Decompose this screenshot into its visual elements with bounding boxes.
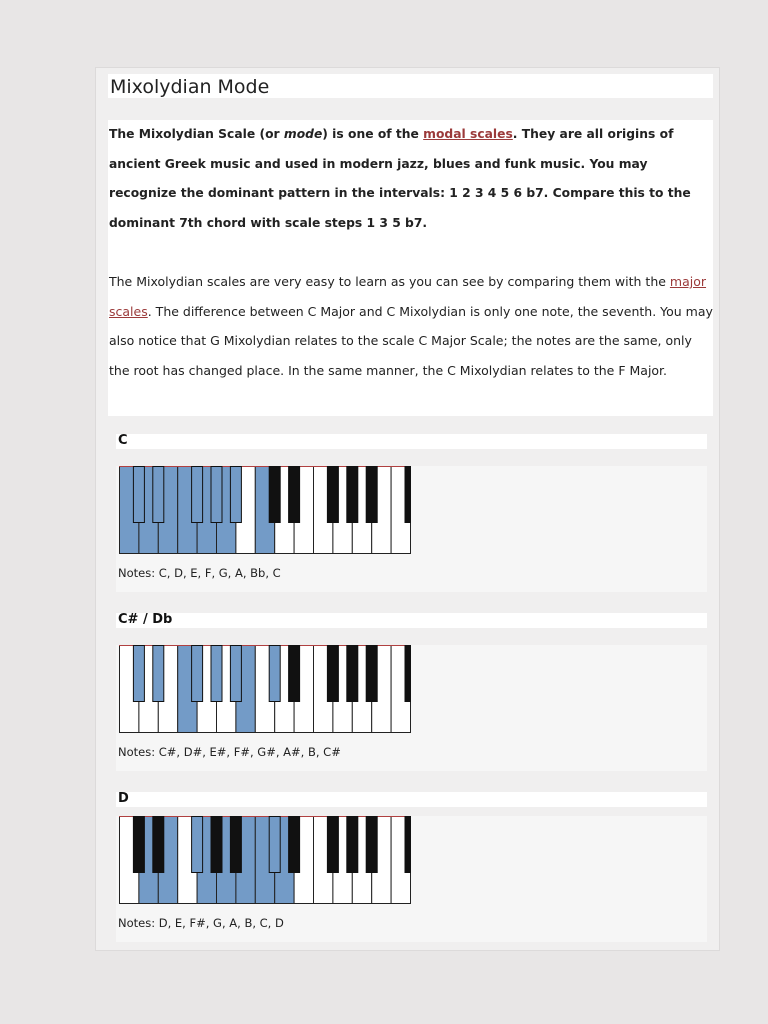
scale-card-d (116, 816, 707, 942)
black-key (347, 467, 358, 523)
intro-section (108, 120, 713, 416)
title-bar (108, 74, 713, 98)
black-key (211, 646, 222, 702)
black-key (153, 646, 164, 702)
black-key (289, 646, 300, 702)
black-key (230, 817, 241, 873)
black-key (211, 817, 222, 873)
modal-scales-link[interactable]: modal scales (423, 127, 513, 141)
piano-keys (119, 645, 411, 733)
black-key (327, 646, 338, 702)
intro-paragraph-1 (108, 120, 713, 238)
scale-header-c-sharp (116, 613, 707, 628)
black-key (327, 467, 338, 523)
black-key (230, 467, 241, 523)
black-key (133, 467, 144, 523)
black-key (366, 467, 377, 523)
black-key (133, 646, 144, 702)
scale-notes: Notes: C#, D#, E#, F#, G#, A#, B, C# (118, 745, 341, 759)
black-key (347, 646, 358, 702)
black-key (192, 467, 203, 523)
piano-keys (119, 816, 411, 904)
black-key (192, 817, 203, 873)
black-key (327, 817, 338, 873)
black-key (366, 646, 377, 702)
black-key (366, 817, 377, 873)
black-key (230, 646, 241, 702)
black-key (192, 646, 203, 702)
piano-keyboard-c-sharp (119, 645, 411, 733)
black-key (405, 817, 411, 873)
scale-notes: Notes: D, E, F#, G, A, B, C, D (118, 916, 284, 930)
intro-p1-text-1: The Mixolydian Scale (or (109, 127, 284, 141)
scale-name: D (118, 791, 129, 806)
black-key (289, 817, 300, 873)
black-key (405, 646, 411, 702)
major-scales-link[interactable]: major scales (109, 274, 707, 319)
article-page (96, 68, 719, 950)
black-key (405, 467, 411, 523)
intro-p2-text-2: . The difference between C Major and C Mixolydian is only one note, the seventh. You may also notice that G Mixolydian relates to the scale C Major Scale; the notes are the same, only the root has changed place. In the same manner, the C Mixolydian relates to the F Major. (109, 303, 713, 378)
intro-p2-text-1: The Mixolydian scales are very easy to learn as you can see by comparing them with the (109, 274, 670, 289)
scale-header-d (116, 792, 707, 807)
scale-name: C# / Db (118, 612, 173, 627)
black-key (133, 817, 144, 873)
black-key (211, 467, 222, 523)
scale-card-c-sharp (116, 645, 707, 771)
black-key (269, 467, 280, 523)
piano-keyboard-d (119, 816, 411, 904)
black-key (347, 817, 358, 873)
intro-p1-text-2: ) is one of the (322, 127, 424, 141)
intro-p1-mode-word: mode (283, 127, 323, 141)
black-key (153, 817, 164, 873)
black-key (269, 646, 280, 702)
black-key (269, 817, 280, 873)
scale-header-c (116, 434, 707, 449)
black-key (289, 467, 300, 523)
scale-card-c (116, 466, 707, 592)
intro-paragraph-2 (108, 267, 713, 385)
piano-keyboard-c (119, 466, 411, 554)
piano-keys (119, 466, 411, 554)
scale-notes: Notes: C, D, E, F, G, A, Bb, C (118, 566, 281, 580)
intro-p1-text-3: . They are all origins of ancient Greek music and used in modern jazz, blues and funk music. You may recognize the dominant pattern in the intervals: 1 2 3 4 5 6 b7. Compare this to the dominant 7th chord with scale steps 1 3 5 b7. (109, 127, 691, 230)
black-key (153, 467, 164, 523)
page-title: Mixolydian Mode (110, 76, 270, 98)
scale-name: C (118, 433, 128, 448)
